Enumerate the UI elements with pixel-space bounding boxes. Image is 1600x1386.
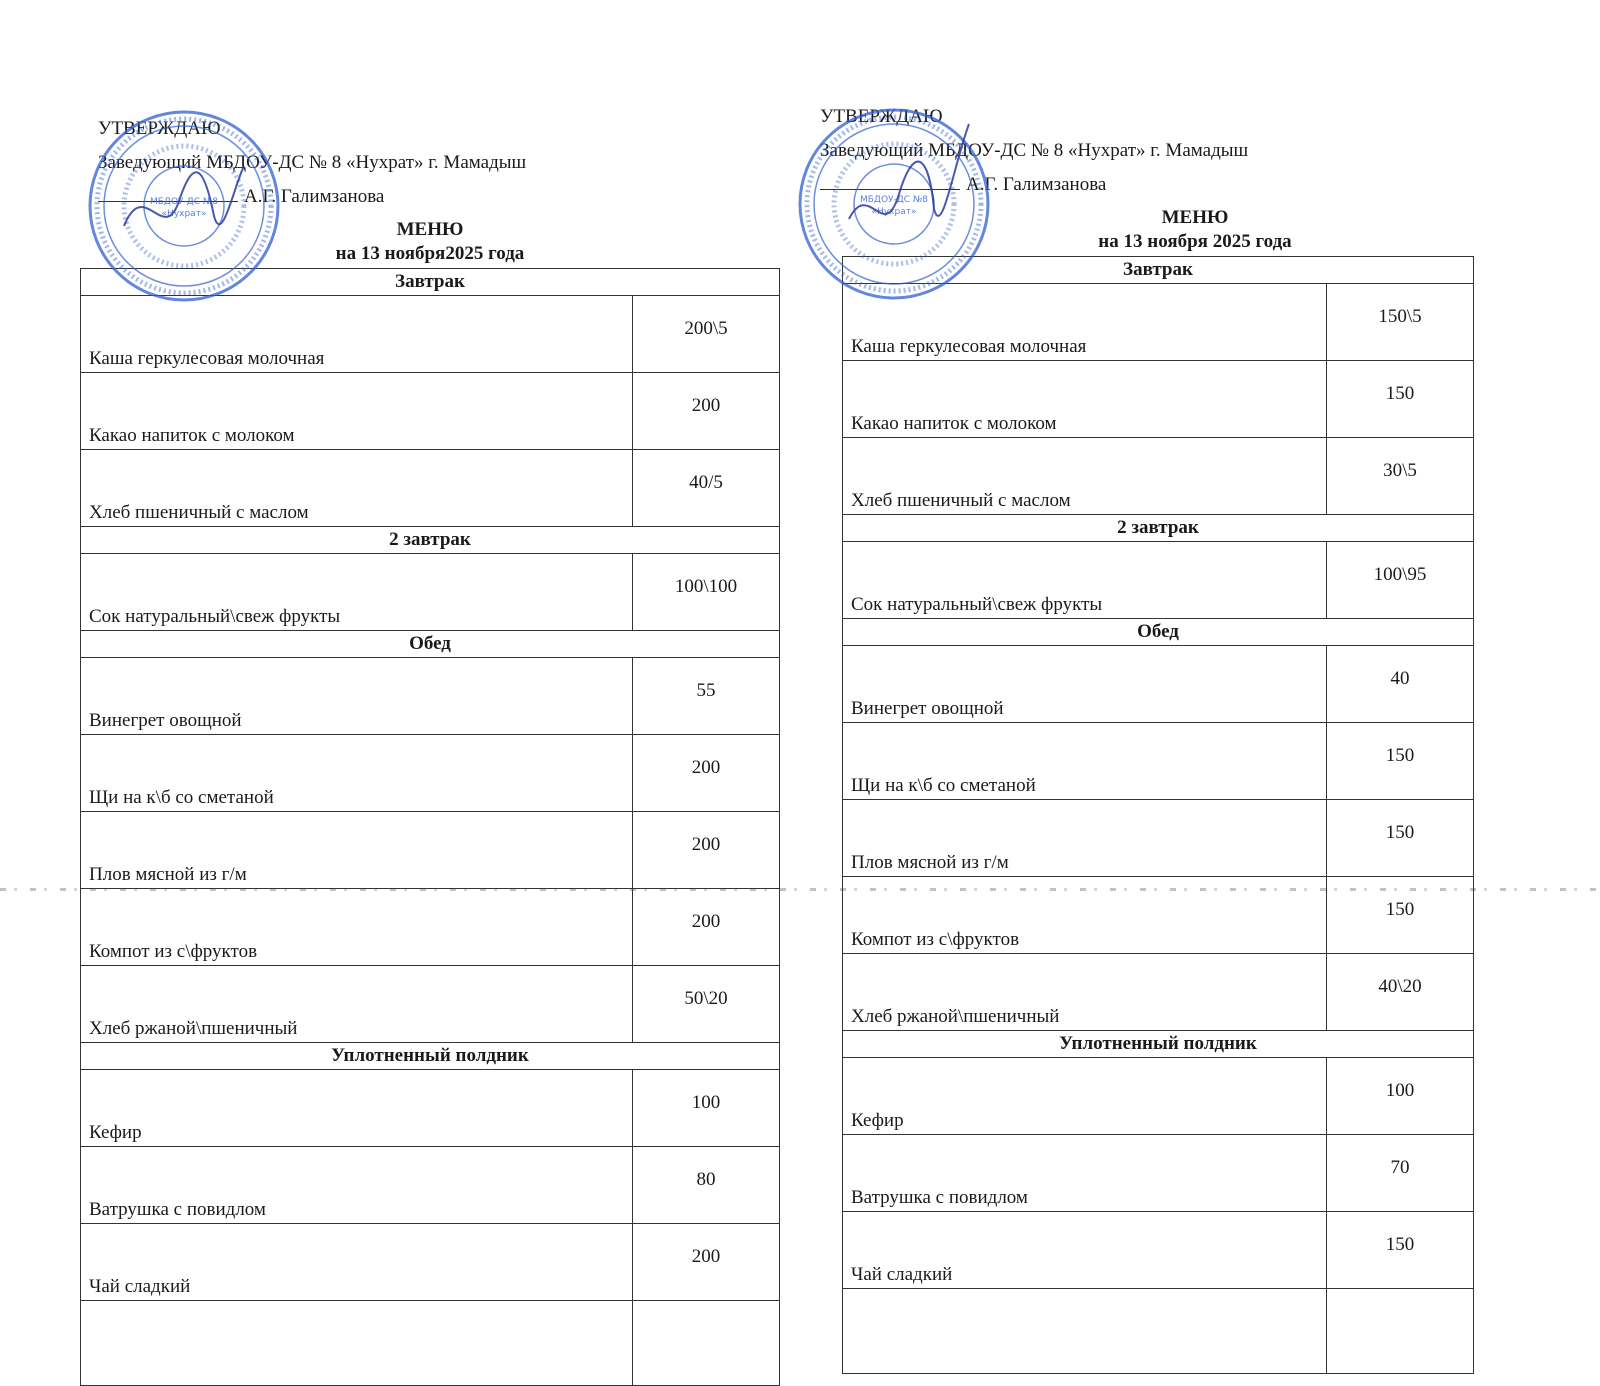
dish-qty: 55: [633, 658, 780, 735]
dish-qty: 200: [633, 812, 780, 889]
table-row: [81, 1070, 780, 1147]
dish-name: Плов мясной из г/м: [843, 800, 1327, 877]
dish-qty: 40: [1327, 646, 1474, 723]
table-row: [81, 812, 780, 889]
section-header: Завтрак: [843, 257, 1474, 284]
svg-text:«Нухрат»: «Нухрат»: [161, 209, 207, 219]
table-row: [843, 723, 1474, 800]
table-row: [843, 1135, 1474, 1212]
dish-name: Компот из с\фруктов: [81, 889, 633, 966]
svg-text:МБДОУ-ДС №8: МБДОУ-ДС №8: [859, 195, 929, 205]
table-row-empty: [843, 1289, 1474, 1374]
table-row: [843, 800, 1474, 877]
menu-page-left: [80, 112, 780, 1386]
dish-name: Сок натуральный\свеж фрукты: [81, 554, 633, 631]
table-row: [81, 296, 780, 373]
table-row: [843, 1212, 1474, 1289]
menu-title: МЕНЮ: [396, 219, 464, 240]
dish-name: Какао напиток с молоком: [81, 373, 633, 450]
dish-qty: 70: [1327, 1135, 1474, 1212]
dish-name: Компот из с\фруктов: [843, 877, 1327, 954]
table-row: [81, 1224, 780, 1301]
section-header: 2 завтрак: [843, 515, 1474, 542]
dish-qty: 150: [1327, 877, 1474, 954]
dish-name: Щи на к\б со сметаной: [843, 723, 1327, 800]
section-header: Завтрак: [81, 269, 780, 296]
table-row: [843, 542, 1474, 619]
table-row: [843, 438, 1474, 515]
signature-line: [820, 189, 960, 190]
dish-qty: 150: [1327, 723, 1474, 800]
dish-name: Каша геркулесовая молочная: [843, 284, 1327, 361]
dish-qty: 40\20: [1327, 954, 1474, 1031]
menu-table: [80, 268, 780, 1386]
table-row: [843, 361, 1474, 438]
table-row: [81, 450, 780, 527]
table-row: [843, 646, 1474, 723]
dish-qty: 80: [633, 1147, 780, 1224]
approve-position: Заведующий МБДОУ-ДС № 8 «Нухрат» г. Мамадыш: [98, 152, 527, 173]
menu-title: МЕНЮ: [1161, 207, 1229, 228]
dish-qty: 200: [633, 735, 780, 812]
menu-date: на 13 ноября 2025 года: [1098, 231, 1292, 252]
dish-name: Хлеб пшеничный с маслом: [843, 438, 1327, 515]
svg-text:МБДОУ-ДС №8: МБДОУ-ДС №8: [149, 197, 219, 207]
dish-name: Щи на к\б со сметаной: [81, 735, 633, 812]
table-row: [81, 373, 780, 450]
dish-name: Ватрушка с повидлом: [843, 1135, 1327, 1212]
approve-heading: УТВЕРЖДАЮ: [98, 118, 221, 139]
dish-qty: 150: [1327, 800, 1474, 877]
approve-signer: А.Г. Галимзанова: [244, 186, 385, 207]
svg-text:«Нухрат»: «Нухрат»: [871, 207, 917, 217]
dish-name: Винегрет овощной: [81, 658, 633, 735]
table-row: [81, 889, 780, 966]
dish-name: Чай сладкий: [843, 1212, 1327, 1289]
dish-name: Каша геркулесовая молочная: [81, 296, 633, 373]
approval-block: [820, 100, 1530, 202]
dish-qty: 200: [633, 889, 780, 966]
dish-qty: 30\5: [1327, 438, 1474, 515]
section-header: Обед: [81, 631, 780, 658]
dish-qty: 150\5: [1327, 284, 1474, 361]
approve-position: Заведующий МБДОУ-ДС № 8 «Нухрат» г. Мамадыш: [820, 140, 1249, 161]
table-row-empty: [81, 1301, 780, 1386]
dish-name: Кефир: [843, 1058, 1327, 1135]
dish-qty: 100: [633, 1070, 780, 1147]
table-row: [81, 658, 780, 735]
table-row: [843, 877, 1474, 954]
menu-table: [842, 256, 1474, 1374]
dish-name: Чай сладкий: [81, 1224, 633, 1301]
dish-qty: 100\100: [633, 554, 780, 631]
dish-name: Хлеб пшеничный с маслом: [81, 450, 633, 527]
dish-name: Хлеб ржаной\пшеничный: [81, 966, 633, 1043]
table-row: [81, 1147, 780, 1224]
dish-name: Ватрушка с повидлом: [81, 1147, 633, 1224]
table-row: [843, 954, 1474, 1031]
dish-qty: 200: [633, 1224, 780, 1301]
table-row: [843, 284, 1474, 361]
table-row: [81, 554, 780, 631]
dish-qty: 40/5: [633, 450, 780, 527]
dish-name: Плов мясной из г/м: [81, 812, 633, 889]
dish-name: Кефир: [81, 1070, 633, 1147]
dish-name: Хлеб ржаной\пшеничный: [843, 954, 1327, 1031]
menu-date: на 13 ноября2025 года: [335, 243, 525, 264]
signature-line: [98, 201, 238, 202]
approval-block: [80, 112, 780, 214]
dish-qty: 150: [1327, 361, 1474, 438]
dish-qty: 50\20: [633, 966, 780, 1043]
section-header: 2 завтрак: [81, 527, 780, 554]
dish-qty: 100: [1327, 1058, 1474, 1135]
table-row: [81, 966, 780, 1043]
dish-name: Сок натуральный\свеж фрукты: [843, 542, 1327, 619]
dish-qty: 200: [633, 373, 780, 450]
section-header: Уплотненный полдник: [843, 1031, 1474, 1058]
dish-qty: 200\5: [633, 296, 780, 373]
section-header: Обед: [843, 619, 1474, 646]
approve-signer: А.Г. Галимзанова: [966, 174, 1107, 195]
dish-qty: 100\95: [1327, 542, 1474, 619]
table-row: [843, 1058, 1474, 1135]
approve-heading: УТВЕРЖДАЮ: [820, 106, 943, 127]
menu-page-right: [820, 100, 1530, 1374]
dish-qty: 150: [1327, 1212, 1474, 1289]
section-header: Уплотненный полдник: [81, 1043, 780, 1070]
dish-name: Какао напиток с молоком: [843, 361, 1327, 438]
dish-name: Винегрет овощной: [843, 646, 1327, 723]
table-row: [81, 735, 780, 812]
